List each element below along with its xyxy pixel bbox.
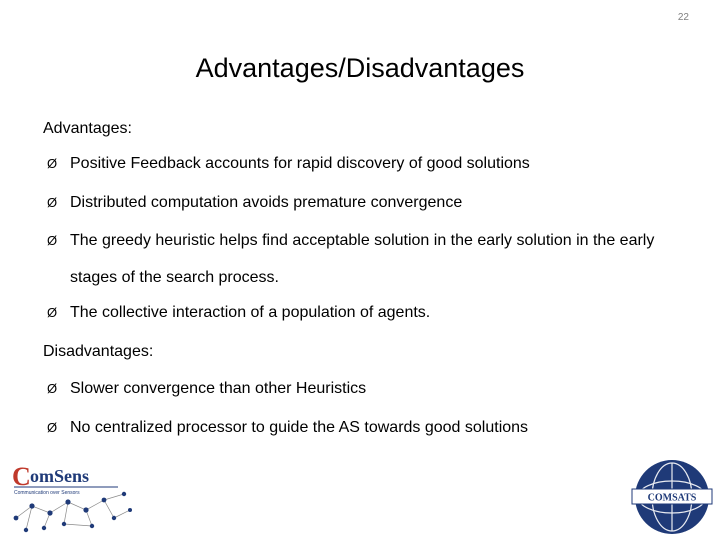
arrow-bullet-icon: Ø <box>47 195 58 210</box>
arrow-bullet-icon: Ø <box>47 420 58 435</box>
page-number: 22 <box>677 12 689 23</box>
advantage-item <box>47 222 687 296</box>
advantage-item-text: The greedy heuristic helps find acceptable solution in the early solution in the early stages of the search process. <box>70 232 655 286</box>
advantage-item-text: Distributed computation avoids premature convergence <box>70 194 463 211</box>
disadvantage-item <box>47 370 687 407</box>
advantage-item-text: Positive Feedback accounts for rapid discovery of good solutions <box>70 155 530 172</box>
advantages-heading: Advantages: <box>43 120 132 137</box>
disadvantages-heading: Disadvantages: <box>43 343 154 360</box>
comsens-tagline: Communication over Sensors <box>14 490 80 496</box>
arrow-bullet-icon: Ø <box>47 305 58 320</box>
advantage-item-text: The collective interaction of a population of agents. <box>70 304 431 321</box>
comsats-logo-text: COMSATS <box>647 492 697 504</box>
arrow-bullet-icon: Ø <box>47 156 58 171</box>
comsats-logo <box>626 457 718 537</box>
disadvantage-item-text: Slower convergence than other Heuristics <box>70 380 367 397</box>
advantage-item <box>47 145 687 182</box>
comsens-logo <box>6 458 156 536</box>
disadvantage-item <box>47 409 687 446</box>
advantage-item <box>47 184 687 221</box>
slide-title: Advantages/Disadvantages <box>195 53 525 83</box>
disadvantage-item-text: No centralized processor to guide the AS towards good solutions <box>70 419 529 436</box>
comsens-logo-text: omSens <box>30 466 90 486</box>
arrow-bullet-icon: Ø <box>47 381 58 396</box>
comsens-logo-c: C <box>12 462 31 491</box>
advantage-item <box>47 294 687 331</box>
sensor-network-icon <box>16 494 130 530</box>
arrow-bullet-icon: Ø <box>47 233 58 248</box>
